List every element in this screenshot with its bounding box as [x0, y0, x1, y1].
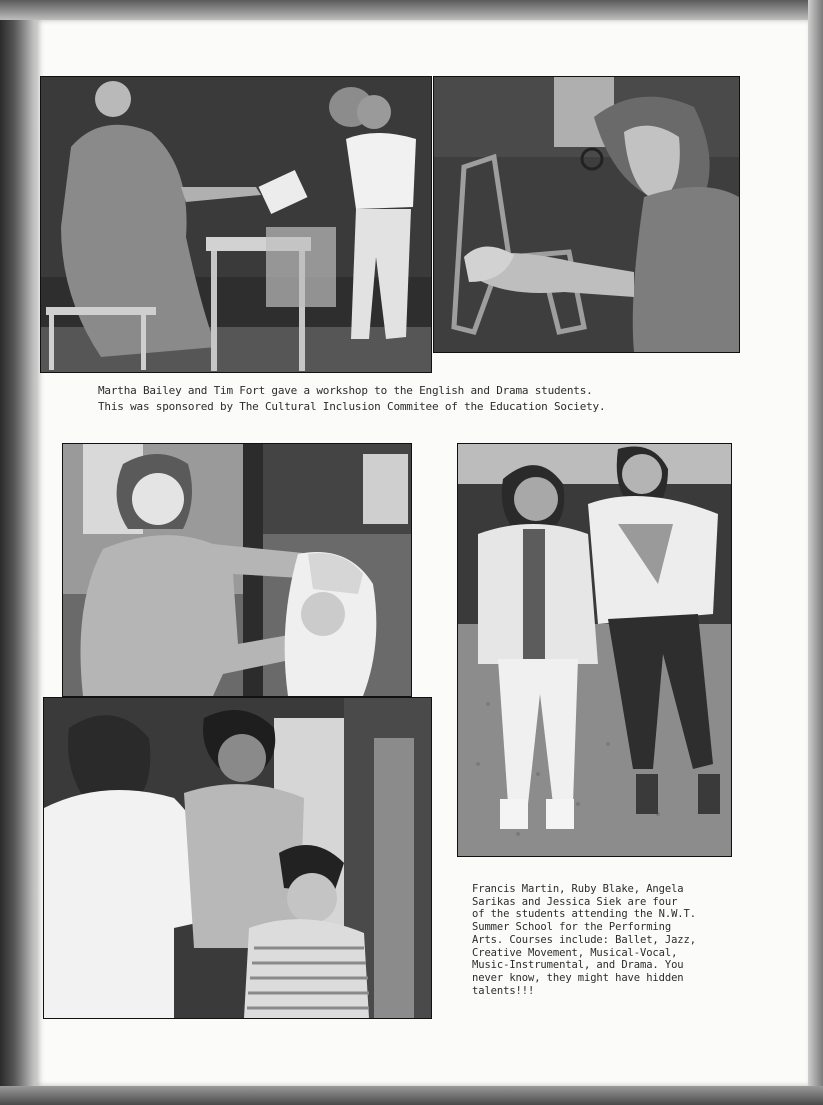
scan-bottom-edge: [0, 1086, 823, 1105]
photo-makeup-woman-image: [63, 444, 411, 696]
photo-makeup-group: [43, 697, 432, 1019]
caption-summer-school: Francis Martin, Ruby Blake, Angela Sarikas and Jessica Siek are four of the students attending the N.W.T. Summer School for the Performing Arts. Courses include: Ballet, Jazz, Creative Movement, Musical-Vocal, Music-Instrumental, and Drama. You never know, they might have hidden talents!!!: [472, 883, 696, 997]
caption-workshop: Martha Bailey and Tim Fort gave a workshop to the English and Drama students. This was sponsored by The Cultural Inclusion Commitee of the Education Society.: [98, 384, 606, 413]
photo-workshop-stage: [40, 76, 432, 373]
photo-makeup-group-image: [44, 698, 431, 1018]
photo-workshop-man: [433, 76, 740, 353]
scan-top-edge: [0, 0, 823, 20]
photo-workshop-man-image: [434, 77, 739, 352]
photo-workshop-stage-image: [41, 77, 431, 372]
photo-two-girls-image: [458, 444, 731, 856]
photo-two-girls: [457, 443, 732, 857]
scan-right-edge: [808, 0, 823, 1105]
photo-makeup-woman: [62, 443, 412, 697]
